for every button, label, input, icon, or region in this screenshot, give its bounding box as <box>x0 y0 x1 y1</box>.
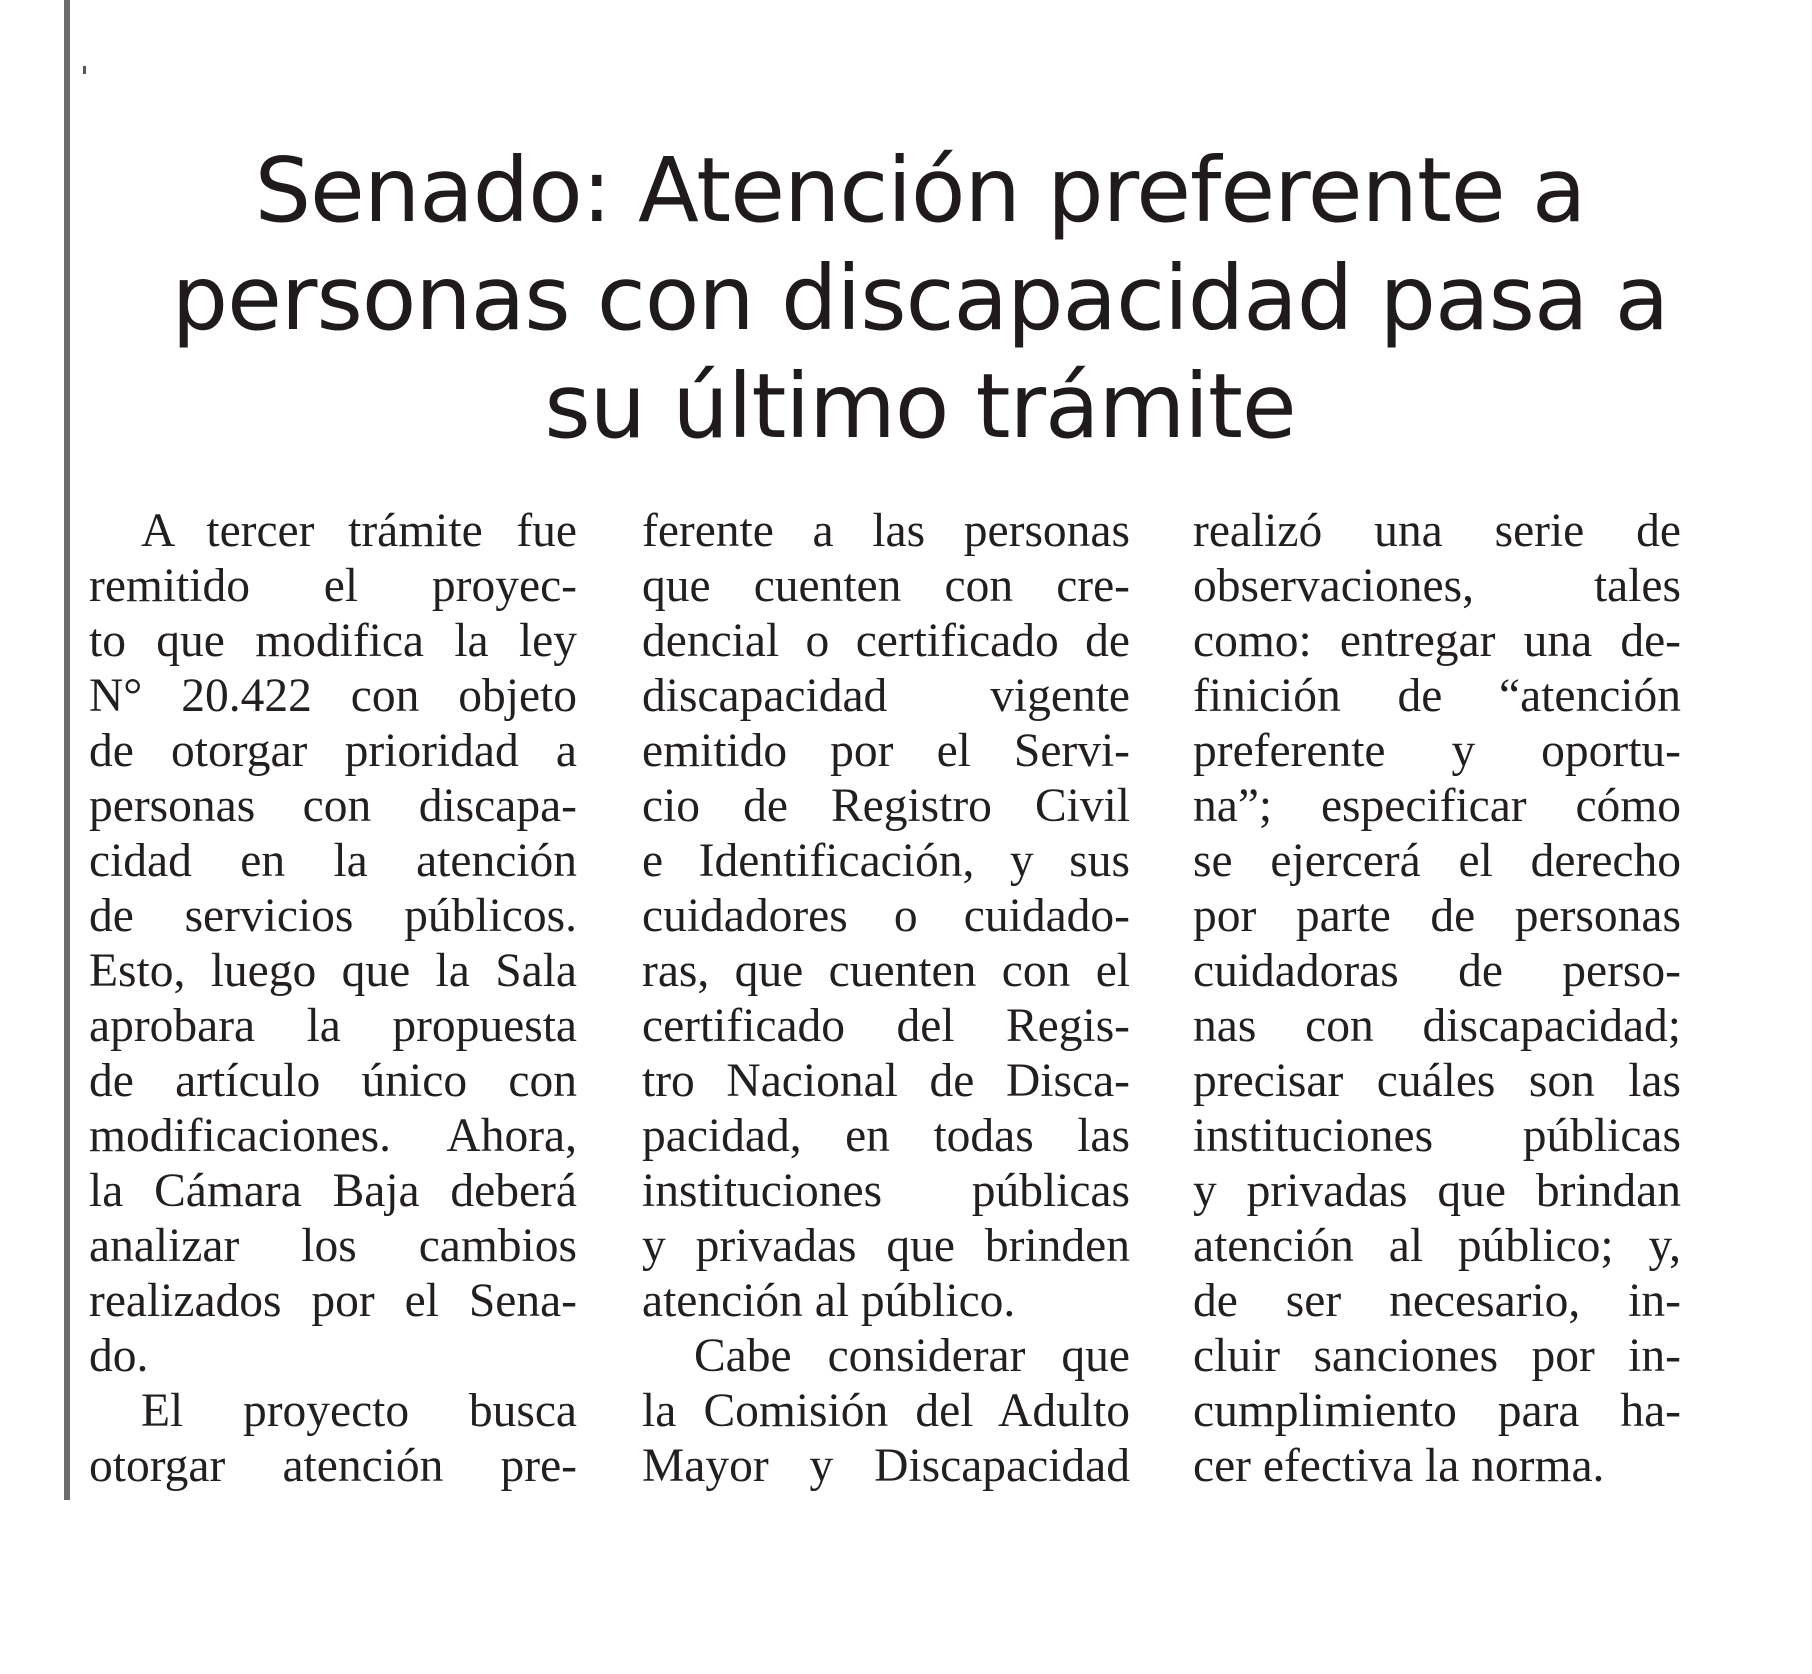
text-line: observaciones, tales <box>1193 560 1681 612</box>
text-line: de artículo único con <box>89 1055 577 1107</box>
text-line: tro Nacional de Disca- <box>642 1055 1130 1107</box>
text-line: preferente y oportu- <box>1193 725 1681 777</box>
text-line: Cabe considerar que <box>694 1330 1130 1382</box>
text-column-1 <box>89 504 577 1494</box>
article-body <box>89 504 1680 1504</box>
text-line: aprobara la propuesta <box>89 1000 577 1052</box>
text-line: N° 20.422 con objeto <box>89 670 577 722</box>
text-line: de ser necesario, in- <box>1193 1275 1681 1327</box>
text-line: por parte de personas <box>1193 890 1681 942</box>
text-line: precisar cuáles son las <box>1193 1055 1681 1107</box>
text-line: de servicios públicos. <box>89 890 577 942</box>
text-line: y privadas que brinden <box>642 1220 1130 1272</box>
text-line: na”; especificar cómo <box>1193 780 1681 832</box>
text-line: Esto, luego que la Sala <box>89 945 577 997</box>
text-column-3 <box>1193 504 1681 1494</box>
text-line: ferente a las personas <box>642 505 1130 557</box>
text-line: certificado del Regis- <box>642 1000 1130 1052</box>
text-line: cuidadoras de perso- <box>1193 945 1681 997</box>
text-line: to que modifica la ley <box>89 615 577 667</box>
text-line: que cuenten con cre- <box>642 560 1130 612</box>
text-line: ras, que cuenten con el <box>642 945 1130 997</box>
text-line: remitido el proyec- <box>89 560 577 612</box>
headline-line: Senado: Atención preferente a <box>254 138 1586 242</box>
text-line: cuidadores o cuidado- <box>642 890 1130 942</box>
text-line: modificaciones. Ahora, <box>89 1110 577 1162</box>
text-line: personas con discapa- <box>89 780 577 832</box>
text-line: emitido por el Servi- <box>642 725 1130 777</box>
text-line: instituciones públicas <box>1193 1110 1681 1162</box>
text-line: la Cámara Baja deberá <box>89 1165 577 1217</box>
text-line: e Identificación, y sus <box>642 835 1130 887</box>
text-line: finición de “atención <box>1193 670 1681 722</box>
text-line: analizar los cambios <box>89 1220 577 1272</box>
text-line: se ejercerá el derecho <box>1193 835 1681 887</box>
text-line: la Comisión del Adulto <box>642 1385 1130 1437</box>
headline <box>70 136 1770 460</box>
headline-line: su último trámite <box>544 354 1296 458</box>
text-line: atención al público. <box>642 1275 1016 1327</box>
text-line: realizó una serie de <box>1193 505 1681 557</box>
text-line: instituciones públicas <box>642 1165 1130 1217</box>
text-column-2 <box>642 504 1130 1494</box>
text-line: Mayor y Discapacidad <box>642 1440 1130 1492</box>
text-line: El proyecto busca <box>141 1385 577 1437</box>
text-line: do. <box>89 1330 149 1382</box>
text-line: discapacidad vigente <box>642 670 1130 722</box>
text-line: atención al público; y, <box>1193 1220 1681 1272</box>
scan-mark <box>83 66 86 74</box>
text-line: cer efectiva la norma. <box>1193 1440 1605 1492</box>
text-line: como: entregar una de- <box>1193 615 1681 667</box>
text-line: A tercer trámite fue <box>141 505 577 557</box>
headline-line: personas con discapacidad pasa a <box>171 246 1669 350</box>
text-line: cidad en la atención <box>89 835 577 887</box>
text-line: y privadas que brindan <box>1193 1165 1681 1217</box>
text-line: realizados por el Sena- <box>89 1275 577 1327</box>
text-line: otorgar atención pre- <box>89 1440 577 1492</box>
text-line: dencial o certificado de <box>642 615 1130 667</box>
text-line: cumplimiento para ha- <box>1193 1385 1681 1437</box>
text-line: cio de Registro Civil <box>642 780 1130 832</box>
text-line: cluir sanciones por in- <box>1193 1330 1681 1382</box>
text-line: de otorgar prioridad a <box>89 725 577 777</box>
text-line: pacidad, en todas las <box>642 1110 1130 1162</box>
text-line: nas con discapacidad; <box>1193 1000 1681 1052</box>
